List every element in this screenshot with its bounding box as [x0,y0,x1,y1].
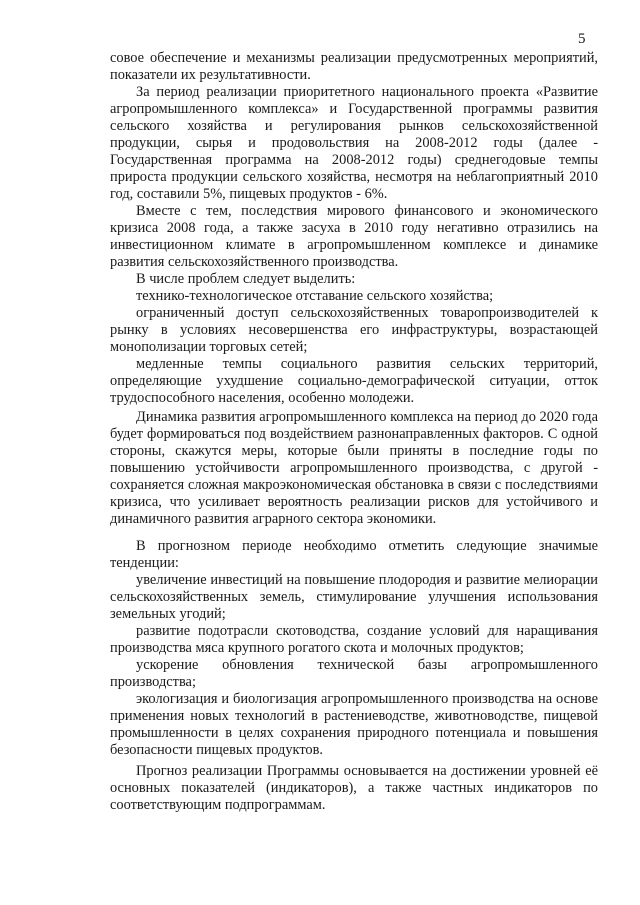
paragraph-forecast: Прогноз реализации Программы основывается на достижении уровней её основных показателей (индикаторов), а также частных индикаторов по соответствующим подпрограммам. [110,763,598,813]
paragraph-dynamics-2020: Динамика развития агропромышленного комплекса на период до 2020 года будет формироваться под воздействием разнонаправленных факторов. С одной стороны, скажутся меры, которые были приняты в последние годы по повышению устойчивости агропромышленного производства, с другой - сохраняется сложная макроэкономическая обстановка в связи с последствиями кризиса, что усиливает вероятность реализации рисков для устойчивого и динамичного развития аграрного сектора экономики. [110,409,598,527]
paragraph-problems-intro: В числе проблем следует выделить: [136,271,356,287]
document-body [110,50,598,814]
list-item-technology-lag: технико-технологическое отставание сельского хозяйства; [136,288,494,304]
list-item-investments: увеличение инвестиций на повышение плодородия и развитие мелиорации сельскохозяйственных земель, стимулирование улучшения использования земельных угодий; [110,572,598,622]
paragraph-continuation: совое обеспечение и механизмы реализации предусмотренных мероприятий, показатели их результативности. [110,50,598,83]
list-item-ecologization: экологизация и биологизация агропромышленного производства на основе применения новых технологий в растениеводстве, животноводстве, пищевой промышленности в целях сохранения природного потенциала и повышения безопасности пищевых продуктов. [110,691,598,758]
list-item-technical-base: ускорение обновления технической базы агропромышленного производства; [110,657,598,690]
paragraph-trends-intro: В прогнозном периоде необходимо отметить следующие значимые тенденции: [110,538,598,571]
list-item-rural-development: медленные темпы социального развития сельских территорий, определяющие ухудшение социально-демографической ситуации, отток трудоспособного населения, особенно молодежи. [110,356,598,406]
paragraph-crisis-impact: Вместе с тем, последствия мирового финансового и экономического кризиса 2008 года, а также засуха в 2010 году негативно отразились на инвестиционном климате в агропромышленном комплексе и динамике развития сельскохозяйственного производства. [110,203,598,270]
list-item-cattle-breeding: развитие подотрасли скотоводства, создание условий для наращивания производства мяса крупного рогатого скота и молочных продуктов; [110,623,598,656]
list-item-market-access: ограниченный доступ сельскохозяйственных товаропроизводителей к рынку в условиях несовершенства его инфраструктуры, возрастающей монополизации торговых сетей; [110,305,598,355]
page-number: 5 [578,31,586,47]
paragraph-results-period: За период реализации приоритетного национального проекта «Развитие агропромышленного комплекса» и Государственной программы развития сельского хозяйства и регулирования рынков сельскохозяйственной продукции, сырья и продовольствия на 2008-2012 годы (далее - Государственная программа на 2008-2012 годы) среднегодовые темпы прироста продукции сельского хозяйства, несмотря на неблагоприятный 2010 год, составили 5%, пищевых продуктов - 6%. [110,84,598,202]
